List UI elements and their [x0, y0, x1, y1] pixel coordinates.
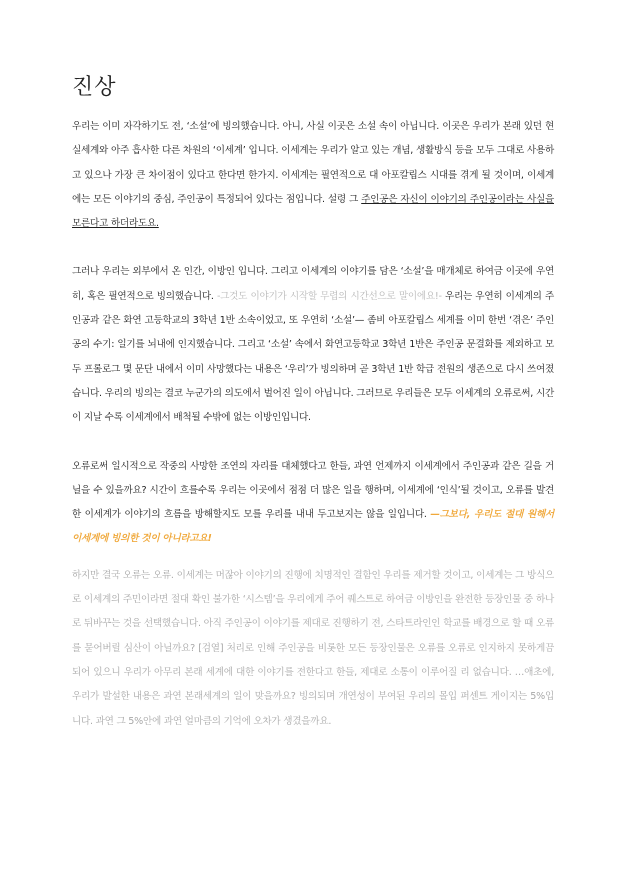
paragraph-1	[72, 115, 554, 236]
paragraph-2-aside: -그것도 이야기가 시작할 무렵의 시간선으로 말이에요!-	[216, 290, 442, 302]
paragraph-2-text-a: 그러나 우리는 외부에서 온 인간, 이방인 입니다. 그리고 이세계의 이야기를 담은 ‘소설’을 매개체로 하여금 이곳에 우연히, 혹은 필연적으로 빙의했습니다.	[72, 266, 554, 302]
paragraph-1-underlined: 주인공은 자신이 이야기의 주인공이라는 사실을 모른다고 하더라도요.	[72, 193, 554, 230]
paragraph-1-text: 우리는 이미 자각하기도 전, ‘소설’에 빙의했습니다. 아니, 사실 이곳은 소설 속이 아닙니다. 이곳은 우리가 본래 있던 현실세계와 아주 흡사한 다른 차원의 ‘이세계’ 입니다. 이세계는 우리가 알고 있는 개념, 생활방식 등을 모두 그대로 사용하고 있으나 가장 큰 차이점이 있다고 한다면 한가지. 이세계는 필연적으로 대 아포칼립스 시대를 겪게 될 것이며, 이세계에는 모든 이야기의 중심, 주인공이 특정되어 있다는 점입니다. 설령 그	[72, 121, 554, 205]
document-page	[72, 70, 554, 734]
paragraph-4-text: 하지만 결국 오류는 오류. 이세계는 머잖아 이야기의 진행에 치명적인 결함인 우리를 제거할 것이고, 이세계는 그 방식으로 이세계의 주민이라면 절대 확인 불가한 ‘시스템’을 우리에게 주어 퀘스트로 하여금 이방인을 완전한 등장인물 중 하나로 뒤바꾸는 것을 선택했습니다. 아직 주인공이 이야기를 제대로 진행하기 전, 스타트라인인 학교를 배경으로 할 때 오류를 묻어버릴 심산이 아닐까요? [검열] 처리로 인해 주인공을 비롯한 모든 등장인물은 오류를 오류로 인지하지 못하게끔 되어 있으니 우리가 아무리 본래 세계에 대한 이야기를 전한다고 한들, 제대로 소통이 이루어질 리 없습니다. …애초에, 우리가 발설한 내용은 과연 본래세계의 일이 맞을까요? 빙의되며 개연성이 부여된 우리의 몰입 퍼센트 게이지는 5%입니다. 과연 그 5%안에 과연 얼마큼의 기억에 오차가 생겼을까요.	[72, 569, 554, 727]
paragraph-3-emphasis: —그보다, 우리도 절대 원해서 이세계에 빙의한 것이 아니라고요!	[72, 509, 554, 545]
paragraph-4	[72, 564, 554, 734]
paragraph-3	[72, 455, 554, 552]
paragraph-3-text: 오류로써 일시적으로 작중의 사망한 조연의 자리를 대체했다고 한들, 과연 언제까지 이세계에서 주인공과 같은 길을 거닐을 수 있을까요? 시간이 흐를수록 우리는 이곳에서 점점 더 많은 일을 행하며, 이세계에 ‘인식’될 것이고, 오류를 발견한 이세계가 이야기의 흐름을 방해할지도 모를 우리를 내내 두고보지는 않을 일입니다.	[72, 460, 554, 521]
paragraph-2	[72, 260, 554, 430]
page-title: 진상	[72, 75, 117, 100]
paragraph-2-text-b: 우리는 우연히 이세계의 주인공과 같은 화연 고등학교의 3학년 1반 소속이었고, 또 우연히 ‘소설’— 좀비 아포칼립스 세계를 이미 한번 ‘겪은’ 주인공의 수기: 일기를 뇌내에 인지했습니다. 그리고 ‘소설’ 속에서 화연고등학교 3학년 1반은 주인공 문결화를 제외하고 모두 프롤로그 몇 문단 내에서 이미 사망했다는 내용은 ‘우리’가 빙의하며 곧 3학년 1반 학급 전원의 생존으로 다시 쓰여졌습니다. 우리의 빙의는 결코 누군가의 의도에서 벌어진 일이 아닙니다. 그러므로 우리들은 모두 이세계의 오류로써, 시간이 지날 수록 이세계에서 배척될 수밖에 없는 이방인입니다.	[72, 290, 554, 424]
